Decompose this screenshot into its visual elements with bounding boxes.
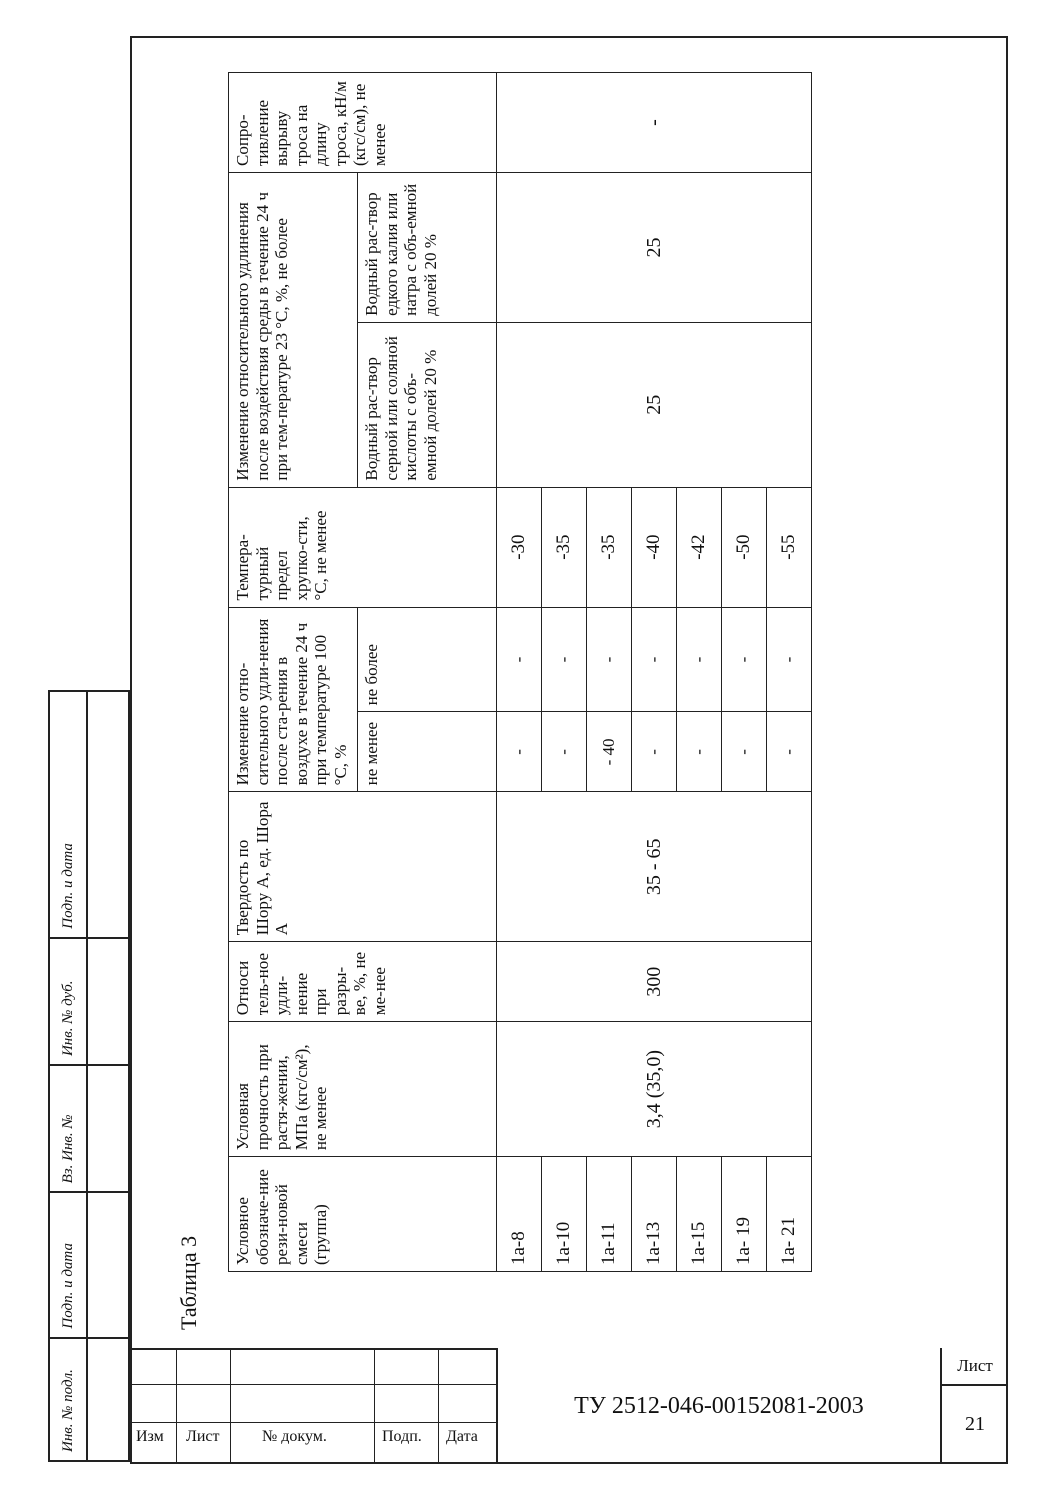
cell-air-max: -	[722, 607, 767, 712]
cell-media-acid: 25	[497, 322, 812, 487]
cell-air-min: -	[632, 712, 677, 792]
rev-col-line	[374, 1348, 375, 1464]
header-row	[229, 73, 358, 1272]
col-media-header: Изменение относительного удлинения после воздействия среды в течение 24 ч при тем-пературе 23 °С, %, не более	[229, 173, 358, 488]
cell-brittleness: -55	[767, 487, 812, 607]
cell-air-max: -	[677, 607, 722, 712]
col-brittleness-header: Темпера-турный предел хрупко-сти, °С, не менее	[229, 487, 497, 607]
cell-brittleness: -35	[542, 487, 587, 607]
rotated-content	[170, 60, 920, 1330]
cell-air-min: -	[542, 712, 587, 792]
col-tear-header: Сопро-тивление вырыву троса на длину троса, кН/м (кгс/см), не менее	[229, 73, 497, 173]
inv-dub-label: Инв. № дуб.	[50, 937, 86, 1064]
cell-air-min: - 40	[587, 712, 632, 792]
list-label: Лист	[186, 1428, 220, 1445]
cell-tear: -	[497, 73, 812, 173]
col-air-max-header: не более	[358, 607, 497, 712]
cell-air-max: -	[497, 607, 542, 712]
col-media-alkali-header: Водный рас-твор едкого калия или натра с объ-емной долей 20 %	[358, 173, 497, 323]
rev-col-line	[230, 1348, 231, 1464]
data-label: Дата	[446, 1428, 478, 1445]
col-group-header: Условное обозначе-ние рези-новой смеси (группа)	[229, 1157, 497, 1272]
cell-air-max: -	[542, 607, 587, 712]
table-row	[497, 73, 542, 1272]
podp-data-label-2: Подп. и дата	[59, 843, 76, 929]
cell-brittleness: -42	[677, 487, 722, 607]
revision-grid	[130, 1348, 496, 1464]
vz-inv-field	[88, 1064, 128, 1191]
podp-data-field-1	[88, 1191, 128, 1336]
cell-air-max: -	[587, 607, 632, 712]
cell-hardness: 35 - 65	[497, 792, 812, 942]
cell-air-max: -	[767, 607, 812, 712]
cell-brittleness: -35	[587, 487, 632, 607]
left-stamp-labels	[48, 690, 88, 1462]
cell-group: 1а-8	[497, 1157, 542, 1272]
spec-table	[228, 72, 812, 1272]
cell-air-min: -	[767, 712, 812, 792]
cell-group: 1а- 21	[767, 1157, 812, 1272]
inv-podl-label: Инв. № подл.	[50, 1337, 86, 1460]
rev-col-line	[176, 1348, 177, 1464]
cell-elongation: 300	[497, 942, 812, 1022]
col-hardness-header: Твердость по Шору А, ед. Шора А	[229, 792, 497, 942]
cell-air-max: -	[632, 607, 677, 712]
cell-brittleness: -40	[632, 487, 677, 607]
left-stamp-fields	[88, 690, 130, 1462]
podp-data-label-1: Подп. и дата	[50, 1191, 86, 1336]
vz-inv-label: Вз. Инв. №	[50, 1064, 86, 1191]
rev-col-line	[438, 1348, 439, 1464]
cell-group: 1а-10	[542, 1157, 587, 1272]
col-elongation-header: Относи тель-ное удли-нение при разры-ве, %, не ме-нее	[229, 942, 497, 1022]
cell-air-min: -	[497, 712, 542, 792]
doc-no-label: № докум.	[262, 1428, 327, 1445]
sheet-label: Лист	[942, 1348, 1008, 1386]
sheet-number: 21	[965, 1412, 985, 1435]
col-air-aging-header: Изменение отно-сительного удли-нения после ста-рения в воздухе в течение 24 ч при температуре 100 °С, %	[229, 607, 358, 792]
inv-podl-field	[88, 1337, 128, 1460]
table-title: Таблица 3	[176, 1235, 201, 1330]
podp-data-field-2	[88, 692, 128, 937]
cell-brittleness: -50	[722, 487, 767, 607]
cell-group: 1а-13	[632, 1157, 677, 1272]
izm-label: Изм	[136, 1428, 164, 1445]
col-strength-header: Условная прочность при растя-жении, МПа (кгс/см²), не менее	[229, 1022, 497, 1157]
cell-group: 1а-15	[677, 1157, 722, 1272]
inv-dub-field	[88, 937, 128, 1064]
cell-air-min: -	[722, 712, 767, 792]
cell-strength: 3,4 (35,0)	[497, 1022, 812, 1157]
cell-media-alkali: 25	[497, 173, 812, 323]
title-block	[130, 1348, 1008, 1464]
cell-air-min: -	[677, 712, 722, 792]
rev-row-line	[130, 1348, 496, 1350]
col-air-min-header: не менее	[358, 712, 497, 792]
sheet-box	[942, 1348, 1008, 1464]
rev-row-line	[130, 1422, 496, 1423]
document-code: ТУ 2512-046-00152081-2003	[496, 1348, 942, 1464]
cell-group: 1а- 19	[722, 1157, 767, 1272]
rev-row-line	[130, 1384, 496, 1385]
col-media-acid-header: Водный рас-твор серной или соляной кислоты с объ-емной долей 20 %	[358, 322, 497, 487]
cell-brittleness: -30	[497, 487, 542, 607]
podp-label: Подп.	[382, 1428, 422, 1445]
cell-group: 1а-11	[587, 1157, 632, 1272]
